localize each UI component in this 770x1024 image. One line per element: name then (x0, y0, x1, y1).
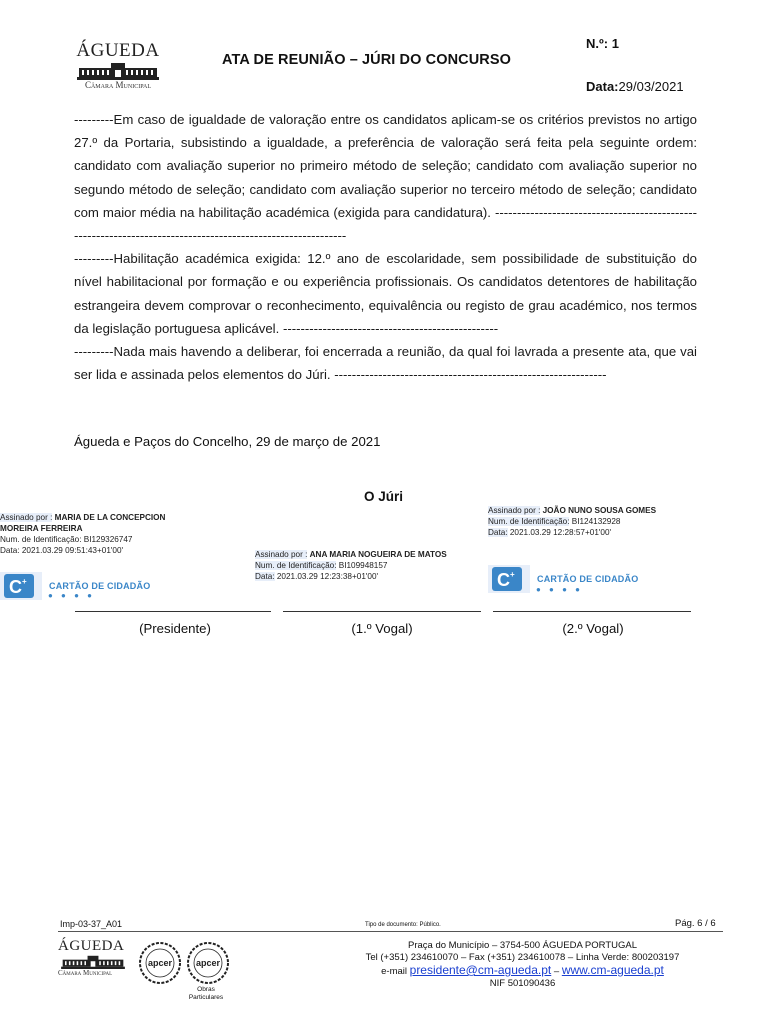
date-label: Data: (586, 79, 619, 94)
logo-subtitle: Câmara Municipal (58, 969, 113, 977)
signature-date: 2021.03.29 12:23:38+01'00' (276, 572, 379, 581)
digital-signature-second-member (488, 505, 718, 538)
signed-by-label: Assinado por : (0, 513, 53, 522)
logo-wordmark: ÁGUEDA (76, 40, 160, 61)
paragraph-tiebreak: ---------Em caso de igualdade de valoração entre os candidatos aplicam-se os critérios previstos no artigo 27.º da Portaria, subsistindo a igualdade, a preferência de valoração será feita pela seguinte ordem: candidato com avaliação superior no primeiro método de seleção; candidato com avaliação superior no segundo método de seleção; candidato com avaliação superior no terceiro método de seleção; candidato com maior média na habilitação académica (exigida para candidatura). ------------------------------------------------------------------------------------------------------------ (74, 112, 697, 244)
signer-name: ANA MARIA NOGUEIRA DE MATOS (309, 550, 447, 559)
jury-title: O Júri (364, 489, 404, 504)
id-label: Num. de Identificação: (488, 517, 570, 526)
document-number (586, 36, 619, 51)
signer-id: BI109948157 (338, 561, 388, 570)
document-date (586, 79, 684, 94)
digital-signature-president (0, 512, 220, 556)
agueda-logo (72, 40, 164, 90)
citizen-card-label: CARTÃO DE CIDADÃO (49, 581, 151, 591)
email-label: e-mail (381, 966, 407, 977)
town-hall-icon (58, 955, 128, 969)
role-president: (Presidente) (139, 621, 211, 636)
role-first-member: (1.º Vogal) (351, 621, 413, 636)
apcer-cert-seal-iso (138, 941, 182, 990)
paragraph-qualifications: ---------Habilitação académica exigida: 12.º ano de escolaridade, sem possibilidade de substituição do nível habilitacional por formação e ou experiência profissionais. Os candidatos detentores de habilitação estrangeira devem comprovar o reconhecimento, equivalência ou registo de grau académico, nos termos da legislação portuguesa aplicável. ------------------------------------------------- (74, 251, 697, 336)
website-link[interactable]: www.cm-agueda.pt (561, 963, 664, 977)
signature-date: 2021.03.29 09:51:43+01'00' (21, 546, 124, 555)
logo-wordmark: ÁGUEDA (58, 938, 125, 954)
page-number: Pág. 6 / 6 (675, 918, 716, 929)
email-link[interactable]: presidente@cm-agueda.pt (409, 963, 552, 977)
logo-subtitle: Câmara Municipal (84, 80, 152, 90)
signer-name: MARIA DE LA CONCEPCION (54, 513, 166, 522)
document-title: ATA DE REUNIÃO – JÚRI DO CONCURSO (222, 52, 512, 68)
signature-line-first-member (283, 611, 481, 612)
signature-line-president (75, 611, 271, 612)
footer-divider (58, 931, 723, 932)
cert-label: apcer (147, 958, 173, 968)
citizen-card-icon (488, 565, 532, 593)
municipality-contacts (340, 940, 705, 990)
phone-numbers: Tel (+351) 234610070 – Fax (+351) 234610078 – Linha Verde: 800203197 (365, 952, 680, 963)
id-label: Num. de Identificação: (0, 535, 82, 544)
form-code: Imp-03-37_A01 (60, 919, 123, 929)
signer-id: BI124132928 (571, 517, 621, 526)
id-label: Num. de Identificação: (255, 561, 337, 570)
date-value: 29/03/2021 (618, 79, 684, 94)
badge-dots: ● ● ● ● (48, 591, 95, 600)
digital-signature-first-member (255, 549, 495, 582)
footer-agueda-logo (58, 938, 134, 977)
svg-text:+: + (22, 577, 27, 586)
sig-date-label: Data: (488, 528, 508, 537)
signed-by-label: Assinado por : (255, 550, 308, 559)
number-value: 1 (611, 36, 619, 51)
signer-name: JOÃO NUNO SOUSA GOMES (542, 506, 657, 515)
tax-number: NIF 501090436 (489, 978, 556, 989)
svg-text:C: C (497, 570, 510, 590)
cert-caption: Obras Particulares (188, 986, 224, 1001)
signature-date: 2021.03.29 12:28:57+01'00' (509, 528, 612, 537)
sig-date-label: Data: (0, 546, 20, 555)
svg-text:+: + (510, 570, 515, 579)
document-type: Tipo de documento: Público. (365, 922, 441, 928)
cert-label: apcer (195, 958, 221, 968)
badge-dots: ● ● ● ● (536, 585, 583, 594)
signed-by-label: Assinado por : (488, 506, 541, 515)
svg-text:C: C (9, 577, 22, 597)
citizen-card-icon (0, 572, 44, 600)
contact-separator: – (553, 966, 560, 977)
signer-id: BI129326747 (83, 535, 133, 544)
apcer-cert-seal-works (186, 941, 230, 990)
sig-date-label: Data: (255, 572, 275, 581)
town-hall-icon (75, 62, 161, 80)
role-second-member: (2.º Vogal) (562, 621, 624, 636)
minutes-body (74, 108, 697, 386)
signature-line-second-member (493, 611, 691, 612)
number-label: N.º: (586, 36, 609, 51)
signer-name-cont: MOREIRA FERREIRA (0, 524, 83, 533)
paragraph-closing: ---------Nada mais havendo a deliberar, foi encerrada a reunião, da qual foi lavrada a presente ata, que vai ser lida e assinada pelos elementos do Júri. -------------------------------------------------------------- (74, 344, 697, 383)
place-and-date: Águeda e Paços do Concelho, 29 de março de 2021 (74, 434, 381, 449)
address: Praça do Município – 3754-500 ÁGUEDA PORTUGAL (408, 940, 637, 951)
citizen-card-label: CARTÃO DE CIDADÃO (537, 574, 639, 584)
